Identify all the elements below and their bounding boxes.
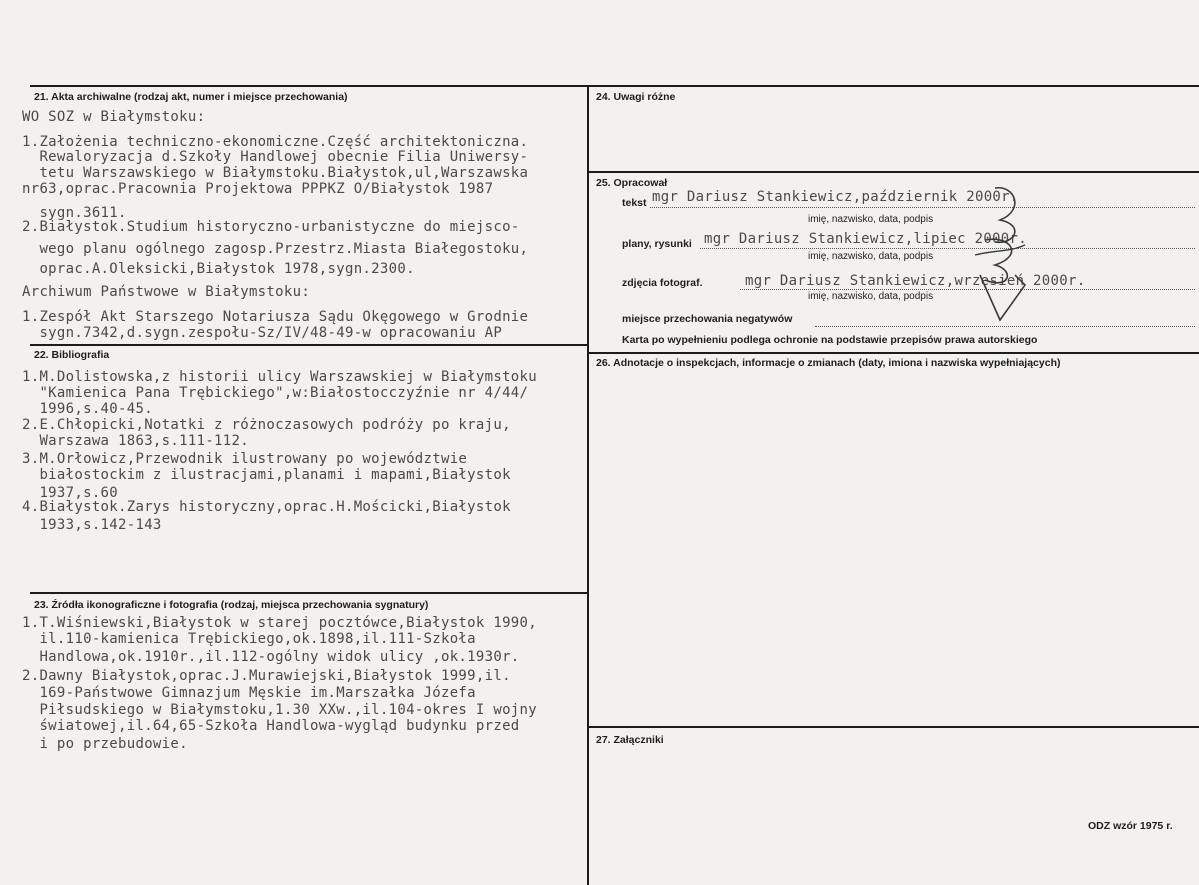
copyright-note: Karta po wypełnieniu podlega ochronie na podstawie przepisów prawa autorskiego	[622, 334, 1038, 346]
rule-22-23	[30, 592, 588, 594]
zdjecia-value: mgr Dariusz Stankiewicz,wrzesień 2000r.	[745, 273, 1086, 289]
section-21-line-7: 2.Białystok.Studium historyczno-urbanistyczne do miejsco-	[22, 219, 520, 235]
form-footer: ODZ wzór 1975 r.	[1088, 820, 1173, 832]
section-24-label: 24. Uwagi różne	[596, 91, 676, 103]
section-23-line-3: Handlowa,ok.1910r.,il.112-ogólny widok ulicy ,ok.1930r.	[22, 649, 520, 665]
tekst-caption: imię, nazwisko, data, podpis	[808, 214, 934, 225]
section-21-line-8: wego planu ogólnego zagosp.Przestrz.Miasta Białegostoku,	[22, 241, 529, 257]
section-21-line-6: sygn.3611.	[22, 205, 127, 221]
rule-21-22	[30, 344, 588, 346]
section-22-line-7: białostockim z ilustracjami,planami i mapami,Białystok	[22, 467, 511, 483]
section-21-line-12: sygn.7342,d.sygn.zespołu-Sz/IV/48-49-w opracowaniu AP	[22, 325, 503, 341]
handwritten-signature	[955, 180, 1045, 330]
section-23-line-8: i po przebudowie.	[22, 736, 188, 752]
tekst-dotted-line	[650, 207, 1195, 208]
section-22-line-2: "Kamienica Pana Trębickiego",w:Białostocczyźnie nr 4/44/	[22, 385, 529, 401]
tekst-value: mgr Dariusz Stankiewicz,październik 2000r.	[652, 189, 1019, 205]
section-22-line-5: Warszawa 1863,s.111-112.	[22, 433, 249, 449]
plany-caption: imię, nazwisko, data, podpis	[808, 251, 934, 262]
section-22-label: 22. Bibliografia	[34, 349, 110, 361]
section-22-line-6: 3.M.Orłowicz,Przewodnik ilustrowany po województwie	[22, 451, 468, 467]
section-22-line-9: 4.Białystok.Zarys historyczny,oprac.H.Mościcki,Białystok	[22, 499, 511, 515]
section-26-label: 26. Adnotacje o inspekcjach, informacje o zmianach (daty, imiona i nazwiska wypełniających)	[596, 357, 1061, 369]
column-divider	[587, 85, 589, 885]
section-21-line-1: WO SOZ w Białymstoku:	[22, 109, 206, 125]
section-21-line-11: 1.Zespół Akt Starszego Notariusza Sądu Okęgowego w Grodnie	[22, 309, 529, 325]
plany-dotted-line	[700, 248, 1195, 249]
section-23-line-7: światowej,il.64,65-Szkoła Handlowa-wygląd budynku przed	[22, 718, 520, 734]
plany-value: mgr Dariusz Stankiewicz,lipiec 2000r.	[704, 231, 1027, 247]
section-23-line-2: il.110-kamienica Trębickiego,ok.1898,il.111-Szkoła	[22, 631, 476, 647]
section-21-line-2: 1.Założenia techniczno-ekonomiczne.Część architektoniczna.	[22, 134, 529, 150]
section-27-label: 27. Załączniki	[596, 734, 664, 746]
section-22-line-8: 1937,s.60	[22, 485, 119, 501]
section-23-line-5: 169-Państwowe Gimnazjum Męskie im.Marszałka Józefa	[22, 685, 476, 701]
rule-26-27	[588, 726, 1199, 728]
section-23-line-6: Piłsudskiego w Białymstoku,1.30 XXw.,il.104-okres I wojny	[22, 702, 537, 718]
section-22-line-4: 2.E.Chłopicki,Notatki z różnoczasowych podróży po kraju,	[22, 417, 511, 433]
section-22-line-10: 1933,s.142-143	[22, 517, 162, 533]
section-21-label: 21. Akta archiwalne (rodzaj akt, numer i miejsce przechowania)	[34, 91, 348, 103]
zdjecia-caption: imię, nazwisko, data, podpis	[808, 291, 934, 302]
rule-25-26	[588, 352, 1199, 354]
section-21-line-10: Archiwum Państwowe w Białymstoku:	[22, 284, 311, 300]
tekst-label: tekst	[622, 197, 647, 209]
zdjecia-label: zdjęcia fotograf.	[622, 277, 703, 289]
plany-label: plany, rysunki	[622, 238, 692, 250]
miejsce-label: miejsce przechowania negatywów	[622, 313, 793, 325]
section-21-line-9: oprac.A.Oleksicki,Białystok 1978,sygn.2300.	[22, 261, 415, 277]
section-25-label: 25. Opracował	[596, 177, 668, 189]
section-21-line-3: Rewaloryzacja d.Szkoły Handlowej obecnie Filia Uniwersy-	[22, 149, 529, 165]
section-22-line-3: 1996,s.40-45.	[22, 401, 153, 417]
section-23-line-4: 2.Dawny Białystok,oprac.J.Murawiejski,Białystok 1999,il.	[22, 668, 511, 684]
top-rule	[30, 85, 1199, 87]
section-23-line-1: 1.T.Wiśniewski,Białystok w starej pocztówce,Białystok 1990,	[22, 615, 537, 631]
section-22-line-1: 1.M.Dolistowska,z historii ulicy Warszawskiej w Białymstoku	[22, 369, 537, 385]
section-23-label: 23. Źródła ikonograficzne i fotografia (rodzaj, miejsca przechowania sygnatury)	[34, 599, 429, 611]
section-21-line-4: tetu Warszawskiego w Białymstoku.Białystok,ul,Warszawska	[22, 165, 529, 181]
rule-24-25	[588, 171, 1199, 173]
section-21-line-5: nr63,oprac.Pracownia Projektowa PPPKZ O/Białystok 1987	[22, 181, 494, 197]
